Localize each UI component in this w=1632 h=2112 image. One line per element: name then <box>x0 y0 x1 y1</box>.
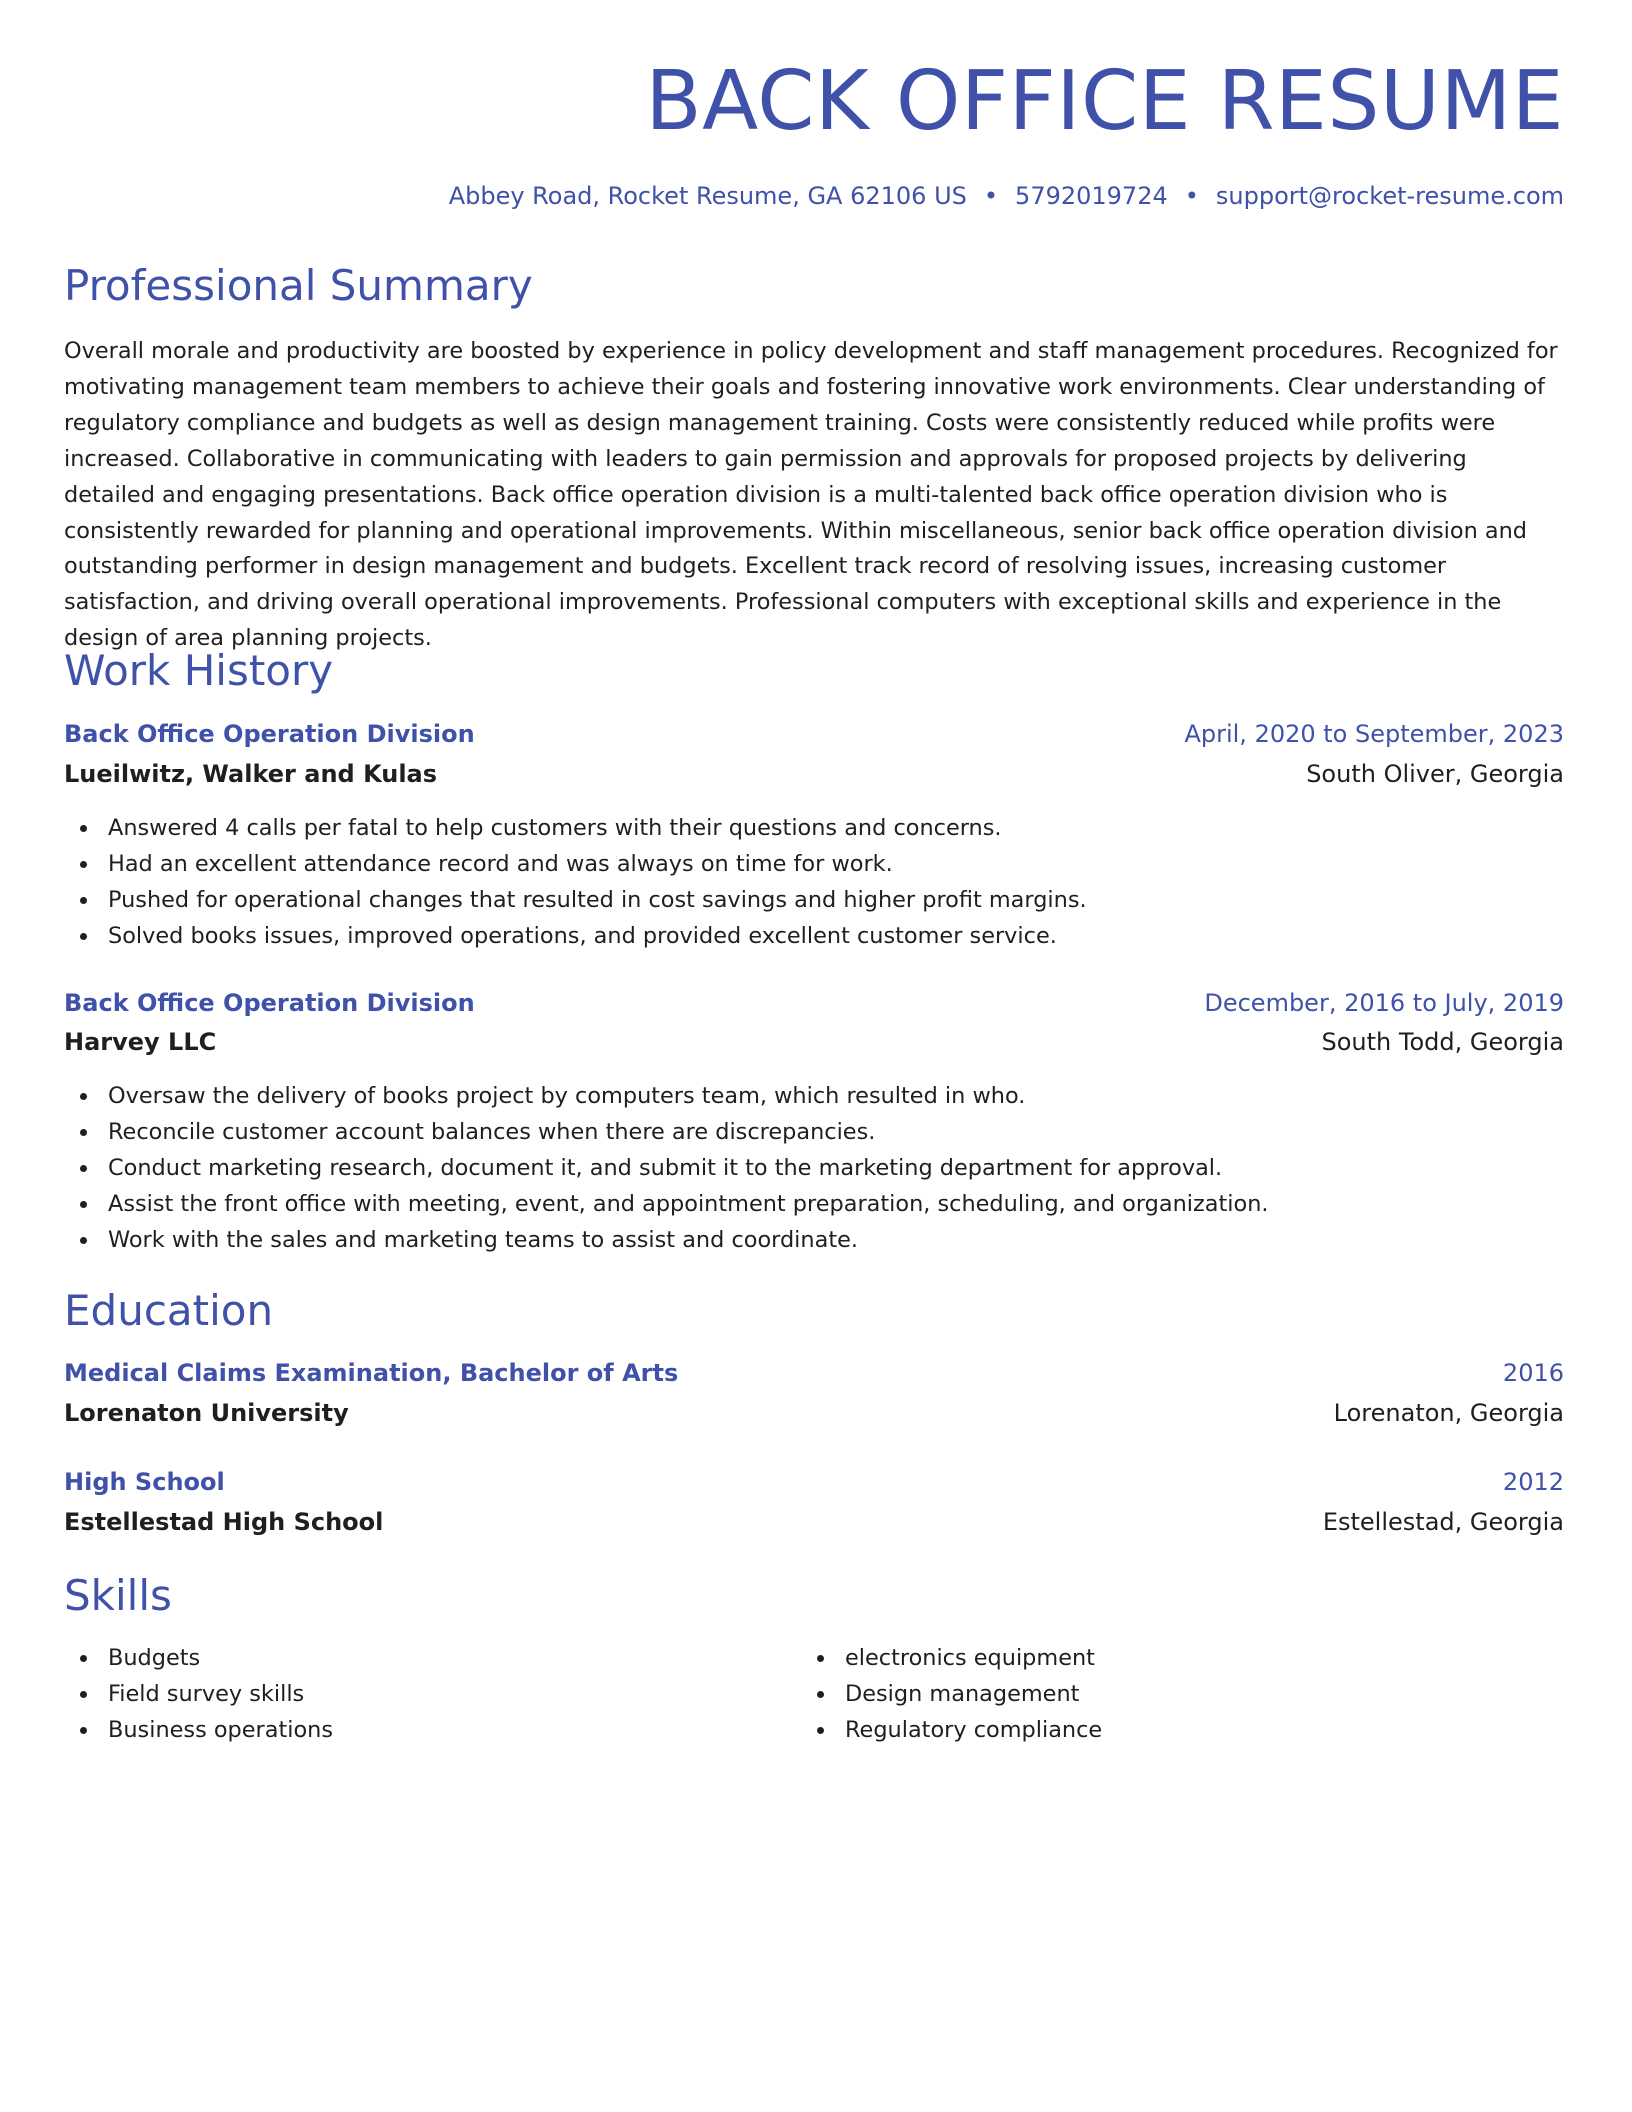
job-dates: December, 2016 to July, 2019 <box>1204 989 1564 1017</box>
degree-name: High School <box>64 1468 225 1496</box>
phone-text: 5792019724 <box>1015 182 1168 210</box>
skill-item: Business operations <box>64 1712 333 1748</box>
skills-heading: Skills <box>64 1571 172 1620</box>
address-text: Abbey Road, Rocket Resume, GA 62106 US <box>448 182 967 210</box>
job-location: South Oliver, Georgia <box>1306 760 1564 788</box>
job-dates: April, 2020 to September, 2023 <box>1184 720 1564 748</box>
job-subheader <box>64 1027 1564 1057</box>
job-duties-list <box>64 810 1087 954</box>
school-location: Estellestad, Georgia <box>1322 1508 1564 1536</box>
list-item: Pushed for operational changes that resulted in cost savings and higher profit margins. <box>64 882 1087 918</box>
separator-dot: • <box>1184 182 1199 210</box>
job-duties-list <box>64 1078 1269 1258</box>
company-name: Lueilwitz, Walker and Kulas <box>64 760 438 788</box>
education-subheader <box>64 1398 1564 1428</box>
list-item: Work with the sales and marketing teams to assist and coordinate. <box>64 1222 1269 1258</box>
list-item: Solved books issues, improved operations, and provided excellent customer service. <box>64 918 1087 954</box>
skill-item: Regulatory compliance <box>801 1712 1102 1748</box>
work-history-heading: Work History <box>64 646 334 695</box>
job-location: South Todd, Georgia <box>1321 1028 1564 1056</box>
education-header <box>64 1467 1564 1497</box>
job-subheader <box>64 759 1564 789</box>
education-heading: Education <box>64 1286 274 1335</box>
contact-line <box>449 180 1564 212</box>
education-header <box>64 1358 1564 1388</box>
school-location: Lorenaton, Georgia <box>1333 1399 1564 1427</box>
job-title: Back Office Operation Division <box>64 989 475 1017</box>
skill-item: electronics equipment <box>801 1640 1102 1676</box>
email-link[interactable]: support@rocket-resume.com <box>1215 182 1564 210</box>
skill-item: Budgets <box>64 1640 333 1676</box>
company-name: Harvey LLC <box>64 1028 217 1056</box>
list-item: Oversaw the delivery of books project by computers team, which resulted in who. <box>64 1078 1269 1114</box>
skills-list-right <box>801 1640 1102 1748</box>
resume-title: BACK OFFICE RESUME <box>645 54 1564 149</box>
list-item: Reconcile customer account balances when there are discrepancies. <box>64 1114 1269 1150</box>
school-name: Lorenaton University <box>64 1399 349 1427</box>
summary-text: Overall morale and productivity are boosted by experience in policy development and staff management procedures. Recognized for motivating management team members to achieve their goals and fostering innovative work environments. Clear understanding of regulatory compliance and budgets as well as design management training. Costs were consistently reduced while profits were increased. Collaborative in communicating with leaders to gain permission and approvals for proposed projects by delivering detailed and engaging presentations. Back office operation division is a multi-talented back office operation division who is consistently rewarded for planning and operational improvements. Within miscellaneous, senior back office operation division and outstanding performer in design management and budgets. Excellent track record of resolving issues, increasing customer satisfaction, and driving overall operational improvements. Professional computers with exceptional skills and experience in the design of area planning projects. <box>64 338 1558 652</box>
list-item: Had an excellent attendance record and was always on time for work. <box>64 846 1087 882</box>
education-subheader <box>64 1507 1564 1537</box>
list-item: Answered 4 calls per fatal to help customers with their questions and concerns. <box>64 810 1087 846</box>
skill-item: Design management <box>801 1676 1102 1712</box>
skill-item: Field survey skills <box>64 1676 333 1712</box>
graduation-year: 2016 <box>1502 1359 1564 1387</box>
list-item: Assist the front office with meeting, event, and appointment preparation, scheduling, and organization. <box>64 1186 1269 1222</box>
degree-name: Medical Claims Examination, Bachelor of Arts <box>64 1359 679 1387</box>
skills-list-left <box>64 1640 333 1748</box>
list-item: Conduct marketing research, document it, and submit it to the marketing department for approval. <box>64 1150 1269 1186</box>
job-title: Back Office Operation Division <box>64 720 475 748</box>
school-name: Estellestad High School <box>64 1508 384 1536</box>
job-header <box>64 988 1564 1018</box>
graduation-year: 2012 <box>1502 1468 1564 1496</box>
job-header <box>64 719 1564 749</box>
separator-dot: • <box>983 182 999 210</box>
summary-heading: Professional Summary <box>64 261 533 310</box>
